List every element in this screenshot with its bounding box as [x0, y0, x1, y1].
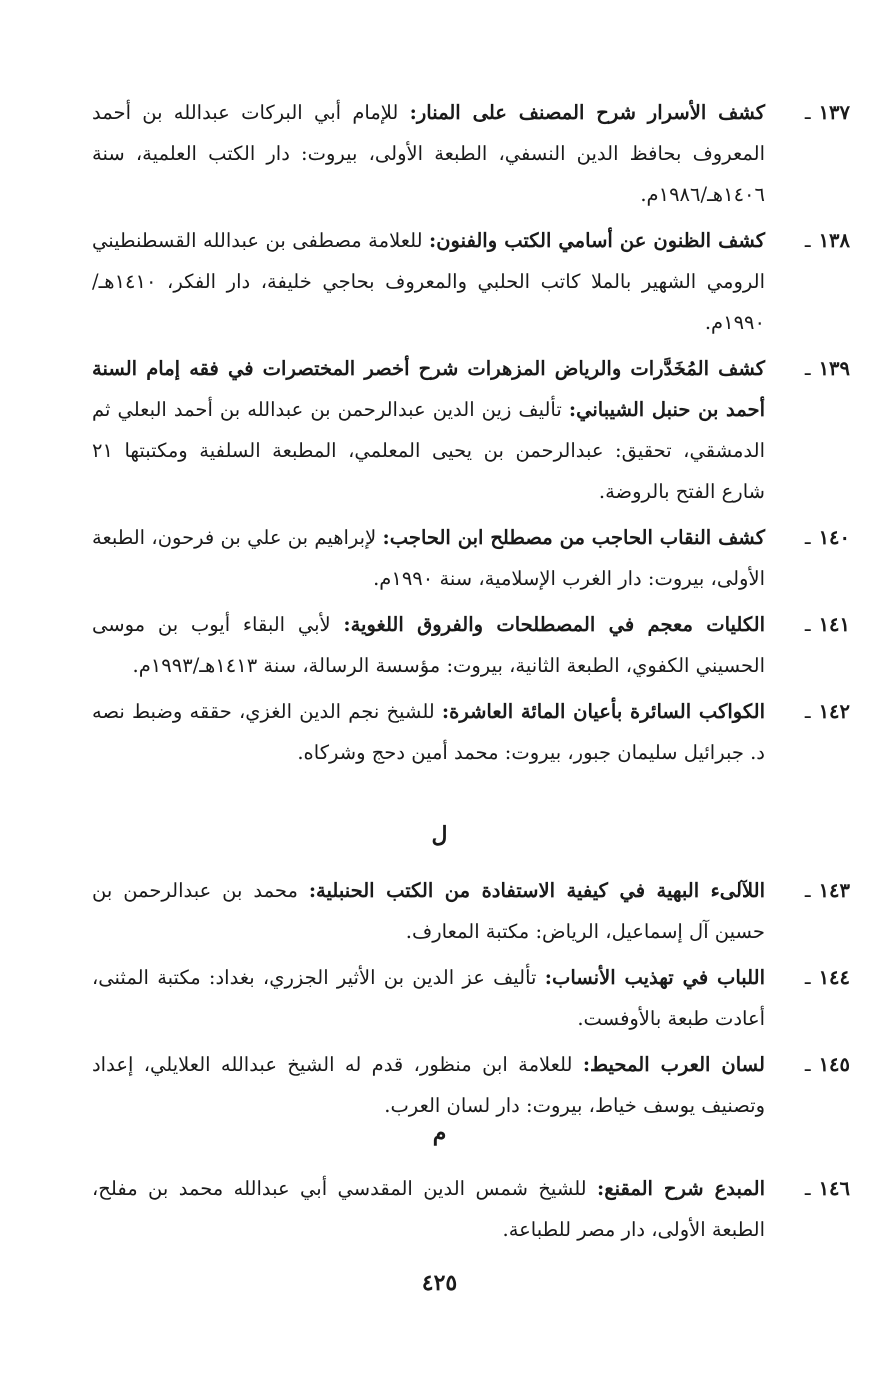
entry-title: الكليات معجم في المصطلحات والفروق اللغوية:: [343, 613, 765, 636]
bibliography-entry-145: [92, 1044, 850, 1126]
entry-number: ١٣٧ـ: [804, 101, 850, 124]
entry-details: تأليف عز الدين بن الأثير الجزري، بغداد: مكتبة المثنى، أعادت طبعة بالأوفست.: [92, 966, 765, 1030]
bibliography-entry-142: [92, 691, 850, 773]
entry-number: ١٤٦ـ: [804, 1177, 850, 1200]
bibliography-list-lam: [92, 870, 850, 1131]
entry-number: ١٤٤ـ: [804, 966, 850, 989]
bibliography-entry-138: [92, 220, 850, 343]
entry-title: كشف النقاب الحاجب من مصطلح ابن الحاجب:: [382, 526, 765, 549]
entry-details: تأليف زين الدين عبدالرحمن بن عبدالله بن أحمد البعلي ثم الدمشقي، تحقيق: عبدالرحمن بن يحيى المعلمي، المطبعة السلفية ومكتبتها ٢١ شارع الفتح بالروضة.: [92, 398, 765, 503]
bibliography-entry-137: [92, 92, 850, 215]
entry-details: لأبي البقاء أيوب بن موسى الحسيني الكفوي، الطبعة الثانية، بيروت: مؤسسة الرسالة، سنة ١٤١٣هـ/١٩٩٣م.: [92, 613, 765, 677]
bibliography-list-kaf: [92, 92, 850, 778]
page-number: ٤٢٥: [421, 1270, 458, 1296]
entry-number: ١٤٣ـ: [804, 879, 850, 902]
entry-title: المبدع شرح المقنع:: [597, 1177, 765, 1200]
entry-details: للإمام أبي البركات عبدالله بن أحمد المعروف بحافظ الدين النسفي، الطبعة الأولى، بيروت: دار الكتب العلمية، سنة ١٤٠٦هـ/١٩٨٦م.: [92, 101, 765, 206]
entry-title: لسان العرب المحيط:: [582, 1053, 765, 1076]
entry-details: للعلامة مصطفى بن عبدالله القسطنطيني الرومي الشهير بالملا كاتب الحلبي والمعروف بحاجي خليفة، دار الفكر، ١٤١٠هـ/١٩٩٠م.: [92, 229, 765, 334]
entry-number: ١٣٨ـ: [804, 229, 850, 252]
entry-details: لإبراهيم بن علي بن فرحون، الطبعة الأولى، بيروت: دار الغرب الإسلامية، سنة ١٩٩٠م.: [92, 526, 765, 590]
bibliography-entry-140: [92, 517, 850, 599]
entry-number: ١٤٠ـ: [804, 526, 850, 549]
entry-details: للشيخ شمس الدين المقدسي أبي عبدالله محمد بن مفلح، الطبعة الأولى، دار مصر للطباعة.: [92, 1177, 765, 1241]
entry-number: ١٤٥ـ: [804, 1053, 850, 1076]
entry-title: كشف الظنون عن أسامي الكتب والفنون:: [429, 229, 765, 252]
entry-details: للشيخ نجم الدين الغزي، حققه وضبط نصه د. جبرائيل سليمان جبور، بيروت: محمد أمين دحج وشركاه.: [92, 700, 765, 764]
entry-number: ١٤١ـ: [804, 613, 850, 636]
section-heading-lam: ل: [431, 822, 448, 848]
bibliography-list-mim: [92, 1168, 850, 1255]
bibliography-entry-141: [92, 604, 850, 686]
entry-number: ١٤٢ـ: [804, 700, 850, 723]
entry-details: للعلامة ابن منظور، قدم له الشيخ عبدالله العلايلي، إعداد وتصنيف يوسف خياط، بيروت: دار لسان العرب.: [92, 1053, 765, 1117]
entry-title: الكواكب السائرة بأعيان المائة العاشرة:: [441, 700, 765, 723]
entry-number: ١٣٩ـ: [804, 357, 850, 380]
entry-details: محمد بن عبدالرحمن بن حسين آل إسماعيل، الرياض: مكتبة المعارف.: [92, 879, 765, 943]
entry-title: اللباب في تهذيب الأنساب:: [544, 966, 766, 989]
bibliography-entry-139: [92, 348, 850, 512]
bibliography-entry-144: [92, 957, 850, 1039]
entry-title: كشف الأسرار شرح المصنف على المنار:: [409, 101, 765, 124]
entry-title: اللآلىء البهية في كيفية الاستفادة من الكتب الحنبلية:: [308, 879, 765, 902]
bibliography-entry-146: [92, 1168, 850, 1250]
section-heading-mim: م: [432, 1120, 447, 1146]
bibliography-entry-143: [92, 870, 850, 952]
entry-title: كشف المُخَدَّرات والرياض المزهرات شرح أخصر المختصرات في فقه إمام السنة أحمد بن حنبل الشيباني:: [92, 357, 766, 421]
